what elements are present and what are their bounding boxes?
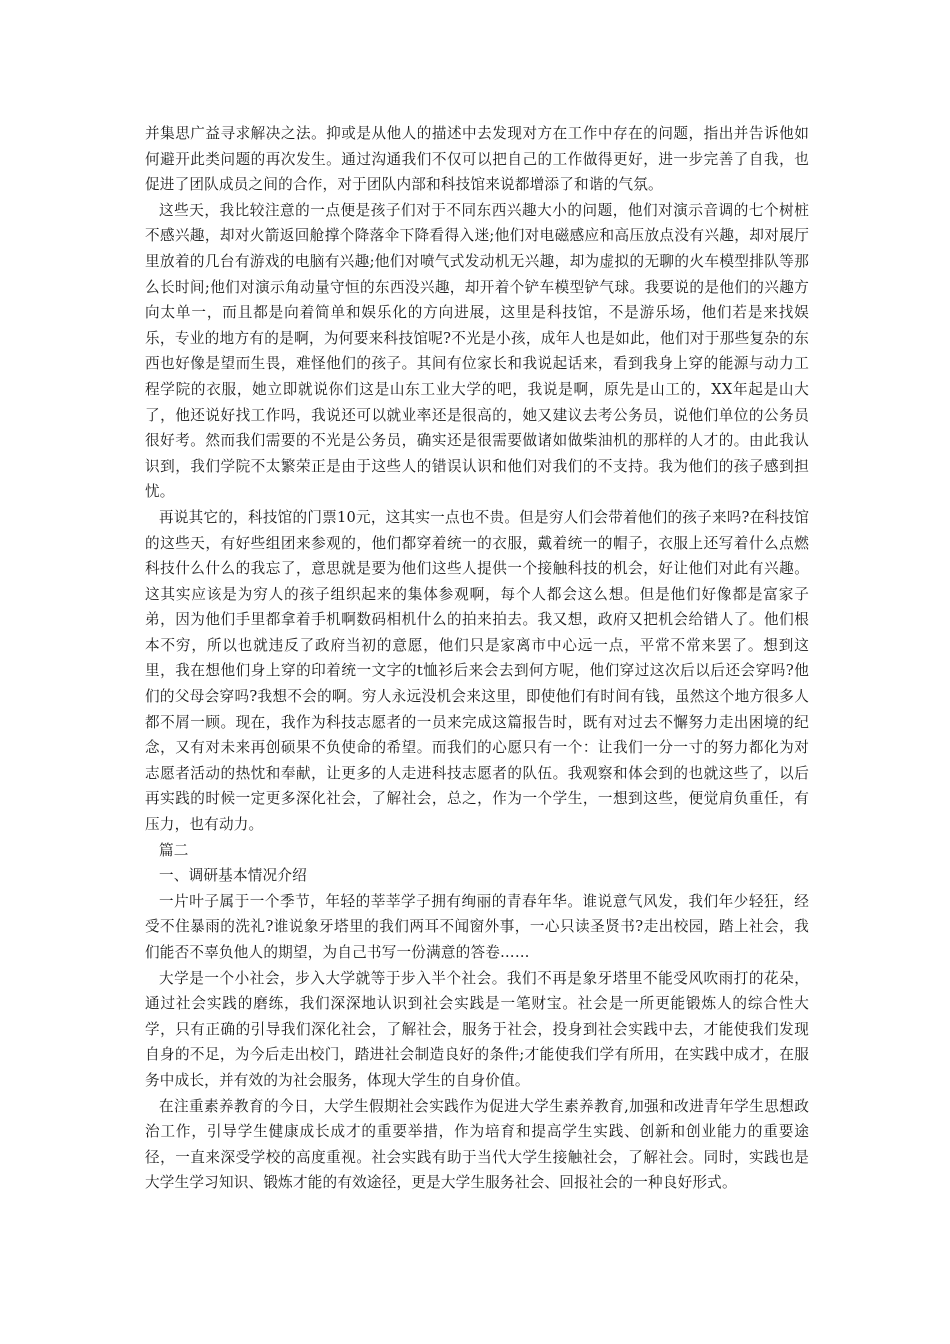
paragraph-university-society: 大学是一个小社会，步入大学就等于步入半个社会。我们不再是象牙塔里不能受风吹雨打的花朵，通过社会实践的磨练，我们深深地认识到社会实践是一笔财宝。社会是一所更能锻炼人的综合性大学，只有正确的引导我们深化社会，了解社会，服务于社会，投身到社会实践中去，才能使我们发现自身的不足，为今后走出校门，踏进社会制造良好的条件;才能使我们学有所用，在实践中成才，在服务中成长，并有效的为社会服务，体现大学生的自身价值。 <box>145 969 809 1089</box>
paragraph-ticket-price: 再说其它的，科技馆的门票10元，这其实一点也不贵。但是穷人们会带着他们的孩子来吗?在科技馆的这些天，有好些组团来参观的，他们都穿着统一的衣服，戴着统一的帽子，衣服上还写着什么点燃科技什么什么的我忘了，意思就是要为他们这些人提供一个接触科技的机会，好让他们对此有兴趣。这其实应该是为穷人的孩子组织起来的集体参观啊，每个人都会这么想。但是他们好像都是富家子弟，因为他们手里都拿着手机啊数码相机什么的拍来拍去。我又想，政府又把机会给错人了。他们根本不穷，所以也就违反了政府当初的意愿，他们只是家离市中心远一点，平常不常来罢了。想到这里，我在想他们身上穿的印着统一文字的t恤衫后来会去到何方呢，他们穿过这次后以后还会穿吗?他们的父母会穿吗?我想不会的啊。穷人永远没机会来这里，即使他们有时间有钱，虽然这个地方很多人都不屑一顾。现在，我作为科技志愿者的一员来完成这篇报告时，既有对过去不懈努力走出困境的纪念，又有对未来再创硕果不负使命的希望。而我们的心愿只有一个：让我们一分一寸的努力都化为对志愿者活动的热忱和奉献，让更多的人走进科技志愿者的队伍。我观察和体会到的也就这些了，以后再实践的时候一定更多深化社会，了解社会，总之，作为一个学生，一想到这些，便觉肩负重任，有压力，也有动力。 <box>145 508 809 834</box>
paragraph-children-interests: 这些天，我比较注意的一点便是孩子们对于不同东西兴趣大小的问题，他们对演示音调的七个树桩不感兴趣，却对火箭返回舱撑个降落伞下降看得入迷;他们对电磁感应和高压放点没有兴趣，却对展厅里放着的几台有游戏的电脑有兴趣;他们对喷气式发动机无兴趣，却为虚拟的无聊的火车模型排队等那么长时间;他们对演示角动量守恒的东西没兴趣，却开着个铲车模型铲气球。我要说的是他们的兴趣方向太单一，而且都是向着简单和娱乐化的方向进展，这里是科技馆，不是游乐场，他们若是来找娱乐，专业的地方有的是啊，为何要来科技馆呢?不光是小孩，成年人也是如此，他们对于那些复杂的东西也好像是望而生畏，难怪他们的孩子。其间有位家长和我说起话来，看到我身上穿的能源与动力工程学院的衣服，她立即就说你们这是山东工业大学的吧，我说是啊，原先是山工的，XX年起是山大了，他还说好找工作吗，我说还可以就业率还是很高的，她又建议去考公务员，说他们单位的公务员很好考。然而我们需要的不光是公务员，确实还是很需要做诸如做柴油机的那样的人才的。由此我认识到，我们学院不太繁荣正是由于这些人的错误认识和他们对我们的不支持。我为他们的孩子感到担忧。 <box>145 201 809 501</box>
document-body <box>145 121 809 1196</box>
section-heading-survey-intro: 一、调研基本情况介绍 <box>159 867 307 885</box>
paragraph-teamwork: 并集思广益寻求解决之法。抑或是从他人的描述中去发现对方在工作中存在的问题，指出并告诉他如何避开此类问题的再次发生。通过沟通我们不仅可以把自己的工作做得更好，进一步完善了自我，也促进了团队成员之间的合作，对于团队内部和科技馆来说都增添了和谐的气氛。 <box>145 125 809 194</box>
paragraph-leaf-season: 一片叶子属于一个季节，年轻的莘莘学子拥有绚丽的青春年华。谁说意气风发，我们年少轻狂，经受不住暴雨的洗礼?谁说象牙塔里的我们两耳不闻窗外事，一心只读圣贤书?走出校园，踏上社会，我们能否不辜负他人的期望，为自己书写一份满意的答卷…… <box>145 892 809 961</box>
section-title-part-two: 篇二 <box>159 841 189 859</box>
paragraph-quality-education: 在注重素养教育的今日，大学生假期社会实践作为促进大学生素养教育,加强和改进青年学生思想政治工作，引导学生健康成长成才的重要举措，作为培育和提高学生实践、创新和创业能力的重要途径，一直来深受学校的高度重视。社会实践有助于当代大学生接触社会，了解社会。同时，实践也是大学生学习知识、锻炼才能的有效途径，更是大学生服务社会、回报社会的一种良好形式。 <box>145 1097 809 1192</box>
